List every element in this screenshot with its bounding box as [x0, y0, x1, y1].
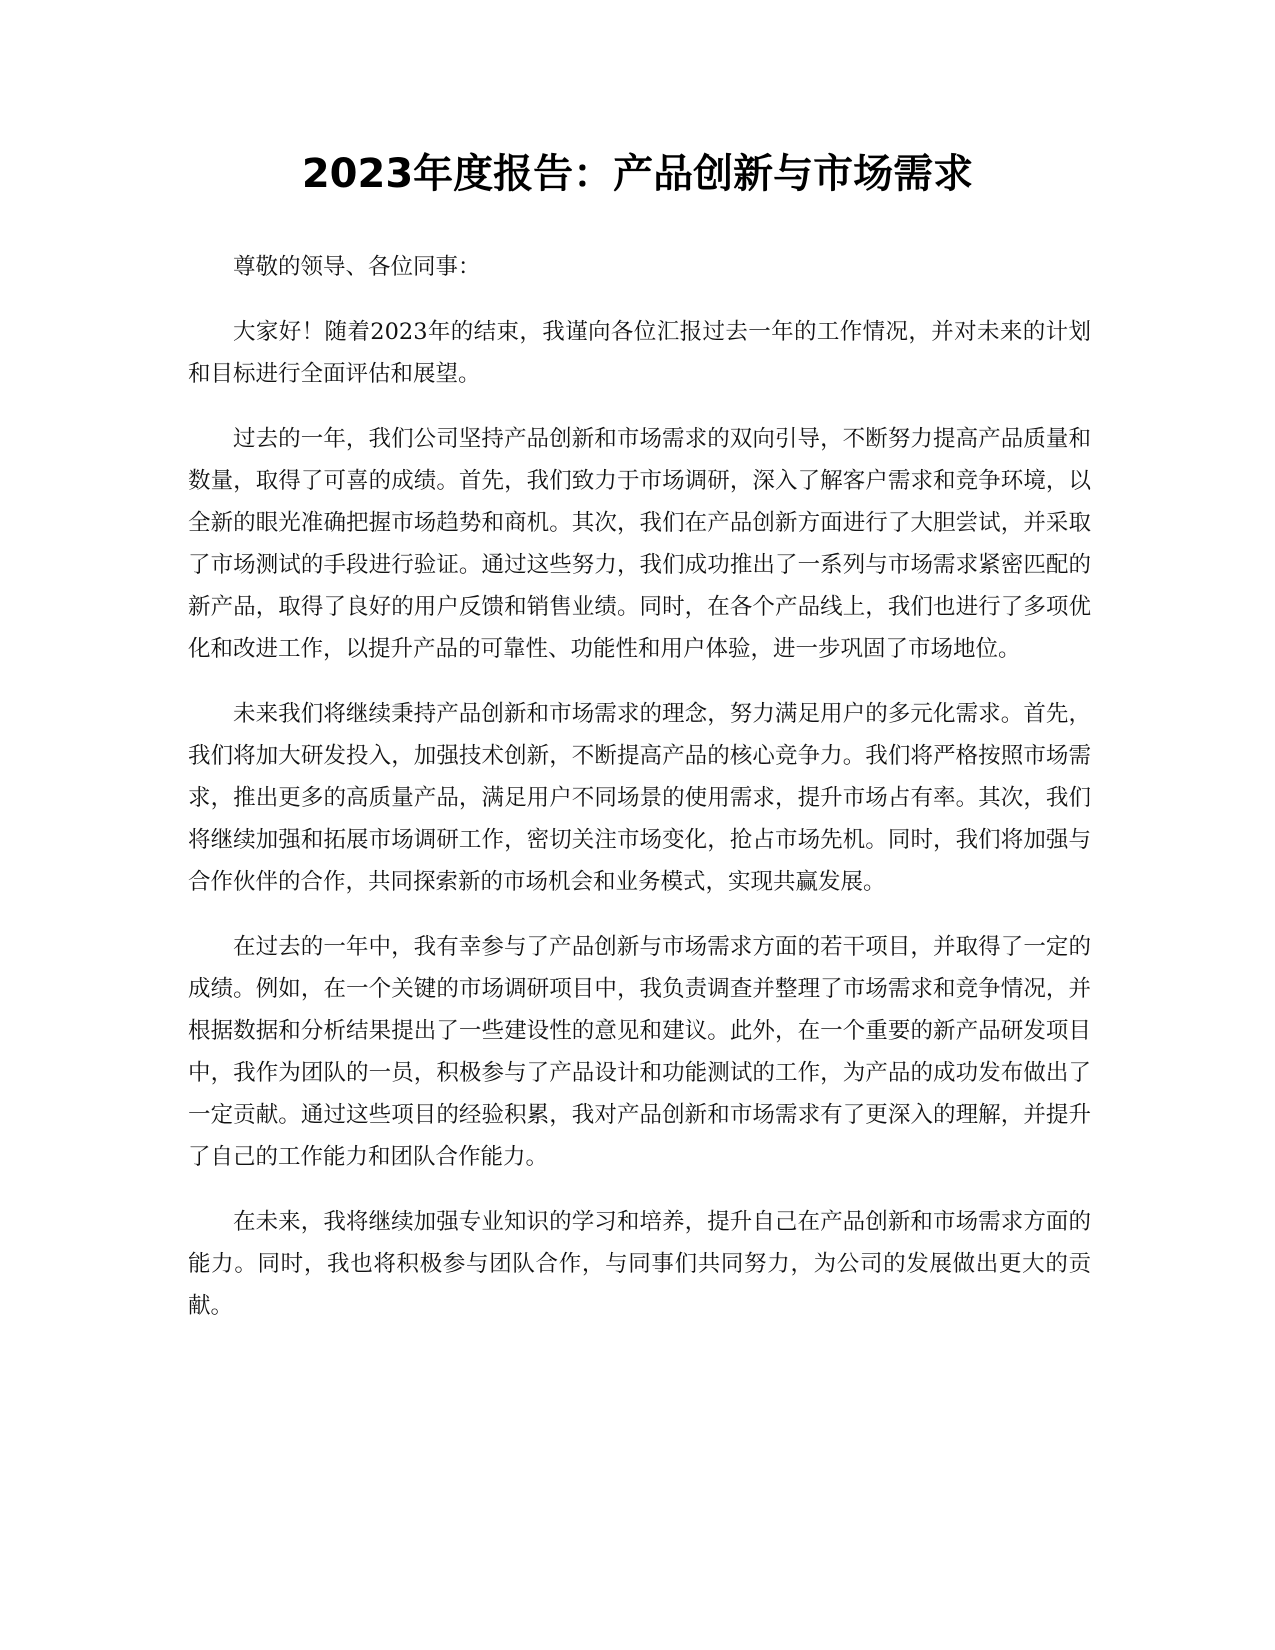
- paragraph-salutation: 尊敬的领导、各位同事：: [233, 254, 481, 280]
- document-body: [188, 246, 1091, 1350]
- paragraph-personal-goals: 在未来，我将继续加强专业知识的学习和培养，提升自己在产品创新和市场需求方面的能力。同时，我也将积极参与团队合作，与同事们共同努力，为公司的发展做出更大的贡献。: [188, 1209, 1091, 1319]
- paragraph-personal-projects: 在过去的一年中，我有幸参与了产品创新与市场需求方面的若干项目，并取得了一定的成绩。例如，在一个关键的市场调研项目中，我负责调查并整理了市场需求和竞争情况，并根据数据和分析结果提出了一些建设性的意见和建议。此外，在一个重要的新产品研发项目中，我作为团队的一员，积极参与了产品设计和功能测试的工作，为产品的成功发布做出了一定贡献。通过这些项目的经验积累，我对产品创新和市场需求有了更深入的理解，并提升了自己的工作能力和团队合作能力。: [188, 934, 1091, 1170]
- page-title: 2023年度报告：产品创新与市场需求: [301, 151, 974, 197]
- paragraph-future-plans: 未来我们将继续秉持产品创新和市场需求的理念，努力满足用户的多元化需求。首先，我们将加大研发投入，加强技术创新，不断提高产品的核心竞争力。我们将严格按照市场需求，推出更多的高质量产品，满足用户不同场景的使用需求，提升市场占有率。其次，我们将继续加强和拓展市场调研工作，密切关注市场变化，抢占市场先机。同时，我们将加强与合作伙伴的合作，共同探索新的市场机会和业务模式，实现共赢发展。: [188, 701, 1091, 895]
- paragraph-past-year: 过去的一年，我们公司坚持产品创新和市场需求的双向引导，不断努力提高产品质量和数量，取得了可喜的成绩。首先，我们致力于市场调研，深入了解客户需求和竞争环境，以全新的眼光准确把握市场趋势和商机。其次，我们在产品创新方面进行了大胆尝试，并采取了市场测试的手段进行验证。通过这些努力，我们成功推出了一系列与市场需求紧密匹配的新产品，取得了良好的用户反馈和销售业绩。同时，在各个产品线上，我们也进行了多项优化和改进工作，以提升产品的可靠性、功能性和用户体验，进一步巩固了市场地位。: [188, 426, 1091, 662]
- paragraph-greeting: 大家好！随着2023年的结束，我谨向各位汇报过去一年的工作情况，并对未来的计划和目标进行全面评估和展望。: [188, 319, 1091, 387]
